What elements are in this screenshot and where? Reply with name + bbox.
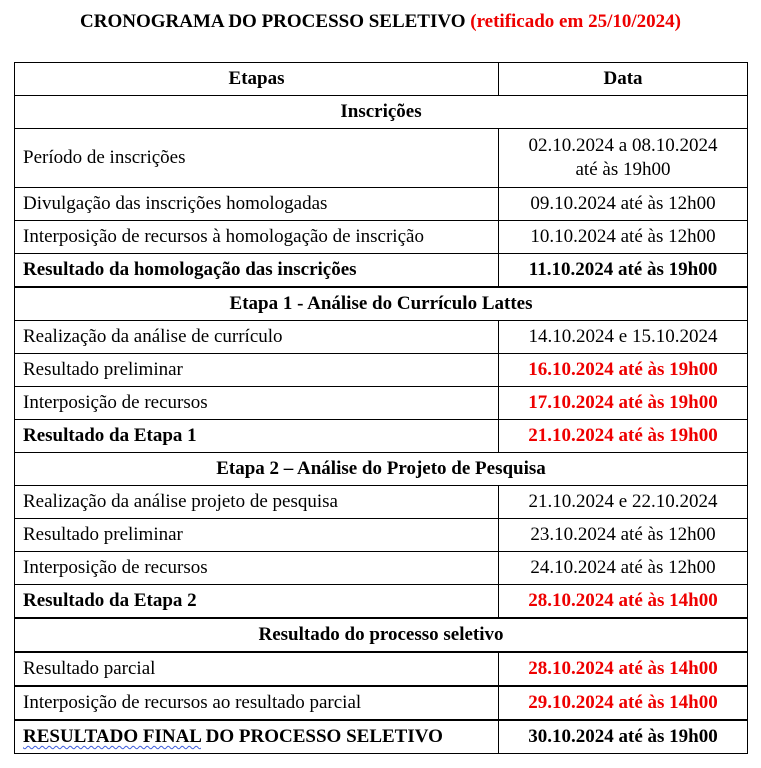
final-result-label-rest: DO PROCESSO SELETIVO	[200, 726, 443, 747]
table-row	[15, 585, 748, 619]
date-cell-highlighted: 29.10.2024 até às 14h00	[499, 686, 748, 720]
table-header-row	[15, 63, 748, 96]
section-title-resultado: Resultado do processo seletivo	[15, 618, 748, 652]
step-cell: Período de inscrições	[15, 129, 499, 188]
table-row	[15, 486, 748, 519]
table-row	[15, 354, 748, 387]
table-row	[15, 519, 748, 552]
header-steps: Etapas	[15, 63, 499, 96]
date-cell: 21.10.2024 e 22.10.2024	[499, 486, 748, 519]
step-cell: Resultado da Etapa 1	[15, 420, 499, 453]
step-cell: Divulgação das inscrições homologadas	[15, 188, 499, 221]
schedule-table	[14, 62, 748, 754]
table-row	[15, 552, 748, 585]
date-cell: 23.10.2024 até às 12h00	[499, 519, 748, 552]
step-cell: Interposição de recursos	[15, 552, 499, 585]
date-cell: 14.10.2024 e 15.10.2024	[499, 321, 748, 354]
date-cell-highlighted: 16.10.2024 até às 19h00	[499, 354, 748, 387]
date-cell: 30.10.2024 até às 19h00	[499, 720, 748, 754]
date-cell-highlighted: 17.10.2024 até às 19h00	[499, 387, 748, 420]
title-main: CRONOGRAMA DO PROCESSO SELETIVO	[80, 11, 466, 32]
date-cell-highlighted: 28.10.2024 até às 14h00	[499, 652, 748, 686]
date-cell-highlighted: 28.10.2024 até às 14h00	[499, 585, 748, 619]
date-cell: 11.10.2024 até às 19h00	[499, 254, 748, 288]
table-row	[15, 188, 748, 221]
table-row	[15, 686, 748, 720]
step-cell: Interposição de recursos ao resultado parcial	[15, 686, 499, 720]
step-cell: Resultado preliminar	[15, 354, 499, 387]
step-cell: Resultado da homologação das inscrições	[15, 254, 499, 288]
date-cell-highlighted: 21.10.2024 até às 19h00	[499, 420, 748, 453]
header-date: Data	[499, 63, 748, 96]
step-cell: Interposição de recursos à homologação de inscrição	[15, 221, 499, 254]
section-title-inscricoes: Inscrições	[15, 96, 748, 129]
section-title-etapa-1: Etapa 1 - Análise do Currículo Lattes	[15, 287, 748, 321]
date-cell	[499, 129, 748, 188]
table-row	[15, 129, 748, 188]
page-title	[0, 11, 761, 33]
date-cell: 10.10.2024 até às 12h00	[499, 221, 748, 254]
section-title-etapa-2: Etapa 2 – Análise do Projeto de Pesquisa	[15, 453, 748, 486]
date-line: até às 19h00	[575, 159, 671, 180]
step-cell	[15, 720, 499, 754]
table-row	[15, 420, 748, 453]
date-cell: 24.10.2024 até às 12h00	[499, 552, 748, 585]
final-result-label: RESULTADO FINAL	[23, 726, 201, 747]
date-line: 02.10.2024 a 08.10.2024	[528, 135, 718, 156]
table-row	[15, 387, 748, 420]
step-cell: Resultado da Etapa 2	[15, 585, 499, 619]
table-row	[15, 652, 748, 686]
table-row	[15, 720, 748, 754]
step-cell: Resultado preliminar	[15, 519, 499, 552]
section-header-row	[15, 287, 748, 321]
step-cell: Realização da análise projeto de pesquisa	[15, 486, 499, 519]
section-header-row	[15, 618, 748, 652]
section-header-row	[15, 453, 748, 486]
date-cell: 09.10.2024 até às 12h00	[499, 188, 748, 221]
step-cell: Resultado parcial	[15, 652, 499, 686]
table-row	[15, 221, 748, 254]
title-rectification-note: (retificado em 25/10/2024)	[470, 11, 681, 32]
step-cell: Interposição de recursos	[15, 387, 499, 420]
step-cell: Realização da análise de currículo	[15, 321, 499, 354]
table-row	[15, 321, 748, 354]
table-row	[15, 254, 748, 288]
section-header-row	[15, 96, 748, 129]
